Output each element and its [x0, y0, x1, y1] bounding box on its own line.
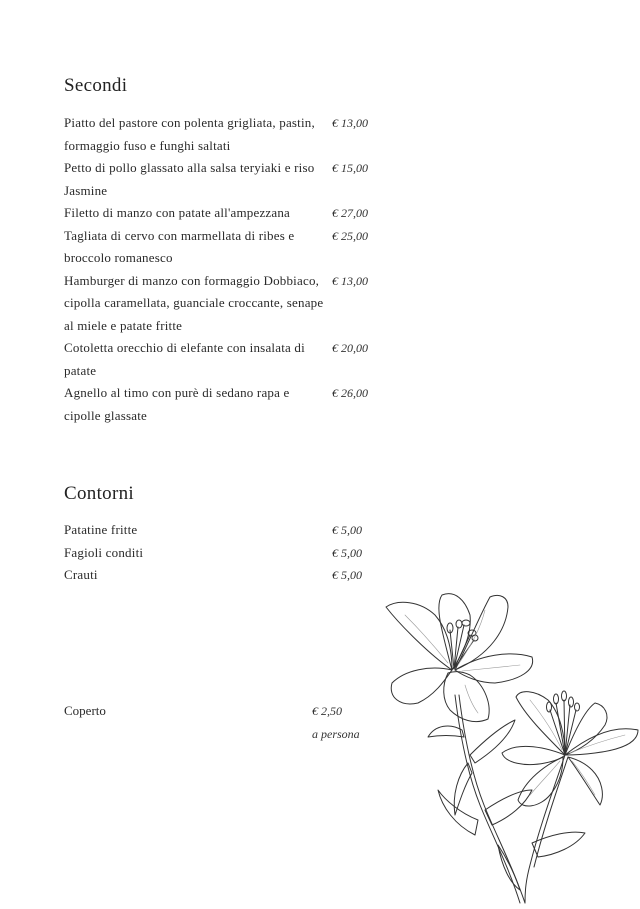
coperto-row — [64, 700, 384, 745]
menu-item — [64, 542, 384, 565]
lily-flower-illustration-icon — [380, 585, 640, 905]
section-title-contorni: Contorni — [64, 483, 134, 504]
item-price: € 5,00 — [332, 523, 362, 537]
item-price: € 25,00 — [332, 228, 368, 243]
coperto-label: Coperto — [64, 703, 106, 718]
menu-item — [64, 112, 384, 157]
item-name: Agnello al timo con purè di sedano rapa e cipolle glassate — [64, 385, 290, 423]
item-price: € 5,00 — [332, 545, 362, 560]
menu-item — [64, 337, 384, 382]
item-name: Cotoletta orecchio di elefante con insalata di patate — [64, 340, 305, 378]
menu-item — [64, 270, 384, 338]
item-name: Hamburger di manzo con formaggio Dobbiaco, cipolla caramellata, guanciale croccante, senape al miele e patate fritte — [64, 272, 324, 333]
item-price: € 27,00 — [332, 206, 368, 220]
item-price: € 5,00 — [332, 568, 362, 582]
item-name: Petto di pollo glassato alla salsa teryiaki e riso Jasmine — [64, 160, 315, 198]
item-price: € 20,00 — [332, 341, 368, 355]
menu-item — [64, 202, 384, 225]
menu-item — [64, 157, 384, 202]
item-price: € 15,00 — [332, 161, 368, 175]
menu-item — [64, 382, 384, 427]
item-price: € 13,00 — [332, 273, 368, 288]
menu-item — [64, 519, 384, 542]
menu-item — [64, 564, 384, 587]
coperto-note: a persona — [312, 726, 360, 741]
menu-item — [64, 225, 384, 270]
item-price: € 13,00 — [332, 116, 368, 130]
item-name: Fagioli conditi — [64, 544, 144, 560]
item-price: € 26,00 — [332, 386, 368, 400]
coperto-price: € 2,50 — [312, 704, 342, 718]
item-name: Filetto di manzo con patate all'ampezzana — [64, 205, 291, 220]
item-name: Crauti — [64, 567, 98, 582]
item-name: Patatine fritte — [64, 522, 138, 537]
section-title-secondi: Secondi — [64, 75, 128, 96]
item-name: Tagliata di cervo con marmellata di ribes e broccolo romanesco — [64, 227, 295, 265]
secondi-list — [64, 112, 384, 427]
contorni-list — [64, 519, 384, 587]
coperto-price-block — [312, 700, 360, 745]
item-name: Piatto del pastore con polenta grigliata, pastin, formaggio fuso e funghi saltati — [64, 115, 315, 153]
